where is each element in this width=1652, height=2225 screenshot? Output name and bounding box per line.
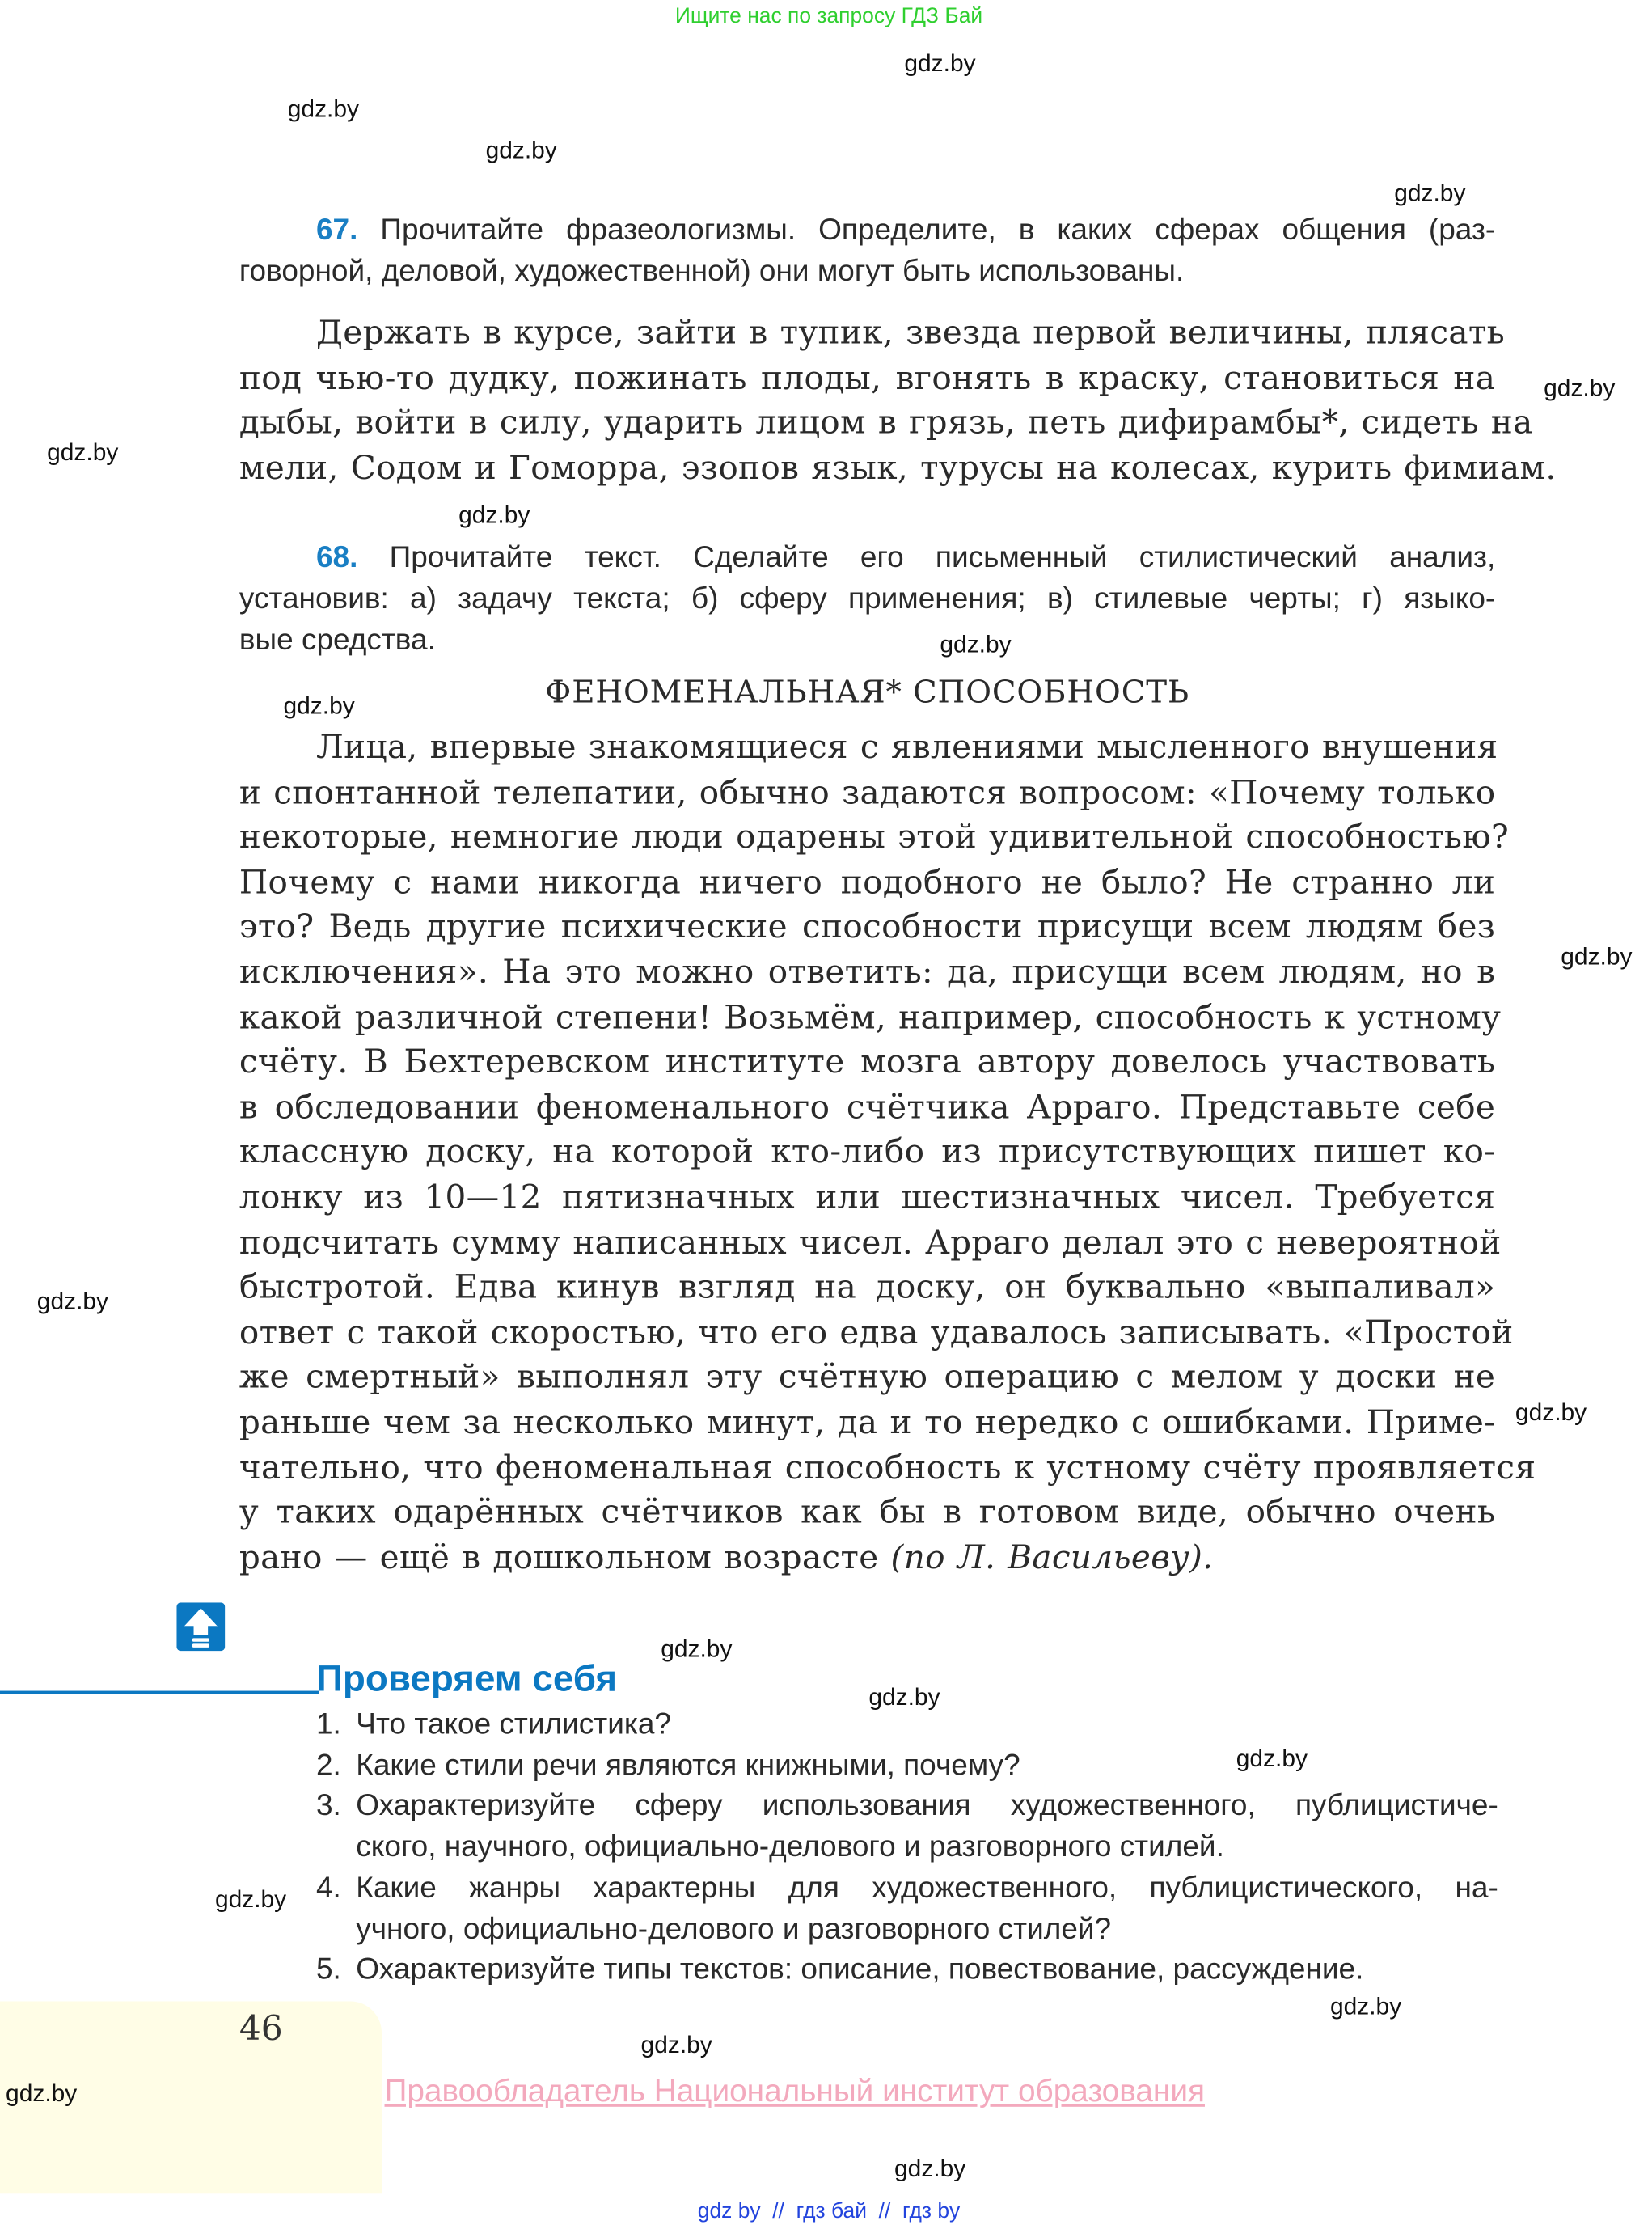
question-text: Охарактеризуйте сферу использования художественного, публицистиче- — [356, 1789, 1498, 1823]
text-line — [239, 1446, 1536, 1491]
text-line — [239, 1221, 1502, 1267]
text-line — [239, 726, 1498, 772]
bottom-links[interactable]: gdz by // гдз бай // гдз by — [697, 2199, 961, 2224]
text-line-content: в обследовании феноменального счётчика Арраго. Представьте себе — [239, 1089, 1496, 1127]
text-line — [239, 1042, 1495, 1087]
text-line — [239, 951, 1495, 996]
watermark-text: gdz.by — [1515, 1398, 1587, 1426]
text-line — [239, 1177, 1495, 1222]
text-line-content: подсчитать сумму написанных чисел. Арраго делал это с невероятной — [239, 1224, 1502, 1262]
text-line-content: исключения». На это можно ответить: да, присущи всем людям, но в — [239, 954, 1496, 992]
text-line: мели, Содом и Гоморра, эзопов язык, турусы на колесах, курить фимиам. — [239, 450, 1557, 487]
text-line — [239, 1402, 1495, 1447]
question-body — [356, 1787, 1498, 1868]
text-line-content: раньше чем за несколько минут, да и то нередко с ошибками. Приме- — [239, 1404, 1496, 1442]
task-number: 68. — [315, 541, 358, 574]
watermark-text: gdz.by — [458, 501, 530, 529]
text-line-content: это? Ведь другие психические способности присущи всем людям без — [239, 909, 1496, 947]
text-line — [239, 1267, 1495, 1312]
question-text: Какие стили речи являются книжными, почему? — [356, 1749, 1020, 1782]
watermark-text: gdz.by — [1544, 374, 1616, 402]
text-line: Держать в курсе, зайти в тупик, звезда первой величины, плясать — [315, 315, 1506, 353]
watermark-text: gdz.by — [1561, 942, 1633, 971]
text-line — [239, 772, 1495, 817]
question-text: Охарактеризуйте типы текстов: описание, повествование, рассуждение. — [356, 1952, 1364, 1986]
page-number: 46 — [239, 2008, 283, 2049]
watermark-text: gdz.by — [1236, 1745, 1308, 1772]
text-line-content: Лица, впервые знакомящиеся с явлениями мысленного внушения — [315, 729, 1498, 767]
question-text: Что такое стилистика? — [356, 1707, 671, 1741]
text-line-content: и спонтанной телепатии, обычно задаются вопросом: «Почему только — [239, 774, 1496, 812]
text-line — [239, 1086, 1495, 1132]
section-divider — [0, 1691, 319, 1694]
question-number: 3. — [315, 1789, 341, 1823]
text-line — [239, 907, 1495, 952]
question-item — [316, 1746, 1498, 1787]
text-line-content: некоторые, немногие люди одарены этой удивительной способностью? — [239, 819, 1510, 857]
question-number: 4. — [315, 1871, 341, 1905]
text-line — [239, 861, 1495, 907]
text-line-content: чательно, что феноменальная способность к устному счёту проявляется — [239, 1449, 1536, 1487]
phraseologisms — [239, 312, 1557, 493]
question-item — [316, 1787, 1498, 1868]
question-body — [356, 1950, 1498, 1991]
text-line-content: рано — ещё в дошкольном возрасте — [239, 1539, 879, 1577]
question-item — [316, 1950, 1498, 1991]
text-line — [239, 1132, 1495, 1177]
check-list — [316, 1705, 1498, 1991]
text-body — [239, 726, 1536, 1581]
question-body — [356, 1868, 1498, 1950]
task-67 — [239, 209, 1495, 292]
check-title: Проверяем себя — [315, 1656, 618, 1700]
watermark-text: gdz.by — [47, 438, 119, 466]
watermark-text: gdz.by — [283, 692, 355, 720]
task-68 — [239, 537, 1495, 661]
search-hint: Ищите нас по запросу ГДЗ Бай — [674, 4, 983, 29]
question-text: Какие жанры характерны для художественного, публицистического, на- — [356, 1871, 1498, 1905]
watermark-text: gdz.by — [894, 2155, 966, 2183]
question-text: учного, официально-делового и разговорного стилей? — [356, 1912, 1112, 1945]
task-line — [239, 209, 1495, 251]
text-line — [239, 816, 1510, 861]
text-line-content: ответ с такой скоростью, что его едва удавалось записывать. «Простой — [239, 1314, 1514, 1351]
text-line: дыбы, войти в силу, ударить лицом в грязь, петь дифирамбы*, сидеть на — [239, 404, 1533, 442]
text-line — [239, 1537, 1495, 1582]
watermark-text: gdz.by — [940, 631, 1012, 658]
text-line — [239, 996, 1502, 1042]
copyright-link[interactable]: Правообладатель Национальный институт образования — [384, 2072, 1205, 2109]
text-source: (по Л. Васильеву). — [890, 1539, 1214, 1577]
text-line-content: счёту. В Бехтеревском институте мозга автору довелось участвовать — [239, 1044, 1496, 1082]
watermark-text: gdz.by — [1394, 179, 1466, 207]
watermark-text: gdz.by — [868, 1683, 940, 1711]
task-text: установив: а) задачу текста; б) сферу применения; в) стилевые черты; г) языко- — [239, 582, 1496, 615]
watermark-text: gdz.by — [36, 1288, 109, 1315]
text-line-content: у таких одарённых счётчиков как бы в готовом виде, обычно очень — [239, 1494, 1496, 1532]
watermark-text: gdz.by — [904, 49, 976, 78]
watermark-text: gdz.by — [485, 137, 557, 164]
watermark-text: gdz.by — [6, 2079, 78, 2107]
question-number: 1. — [315, 1707, 341, 1741]
question-number: 5. — [315, 1952, 341, 1986]
text-line-content: же смертный» выполнял эту счётную операцию с мелом у доски не — [239, 1359, 1496, 1397]
watermark-text: gdz.by — [661, 1635, 733, 1663]
text-line-content: Почему с нами никогда ничего подобного не было? Не странно ли — [239, 864, 1496, 902]
up-arrow-icon — [176, 1602, 225, 1651]
question-item — [316, 1868, 1498, 1950]
text-line-content: быстротой. Едва кинув взгляд на доску, он буквально «выпаливал» — [239, 1269, 1496, 1307]
text-line-content: лонку из 10—12 пятизначных или шестизначных чисел. Требуется — [239, 1179, 1496, 1216]
text-title: ФЕНОМЕНАЛЬНАЯ* СПОСОБНОСТЬ — [545, 675, 1189, 711]
task-line — [239, 537, 1495, 578]
text-line — [239, 1312, 1514, 1357]
watermark-text: gdz.by — [287, 95, 359, 123]
watermark-text: gdz.by — [1329, 1992, 1402, 2020]
task-text: Прочитайте текст. Сделайте его письменный стилистический анализ, — [389, 541, 1496, 574]
watermark-text: gdz.by — [214, 1885, 287, 1914]
text-line — [239, 1491, 1495, 1537]
text-line — [239, 1356, 1495, 1402]
text-line-content: какой различной степени! Возьмём, например, способность к устному — [239, 999, 1502, 1037]
question-text: ского, научного, официально-делового и разговорного стилей. — [356, 1830, 1224, 1863]
text-line: под чью-то дудку, пожинать плоды, вгонять в краску, становиться на — [239, 359, 1496, 397]
text-line-content: классную доску, на которой кто-либо из присутствующих пишет ко- — [239, 1134, 1496, 1172]
task-number: 67. — [315, 214, 358, 247]
watermark-text: gdz.by — [640, 2031, 712, 2058]
task-text: вые средства. — [239, 624, 436, 657]
question-body — [356, 1746, 1498, 1787]
task-text: говорной, деловой, художественной) они могут быть использованы. — [239, 255, 1185, 288]
question-number: 2. — [315, 1749, 341, 1782]
task-text: Прочитайте фразеологизмы. Определите, в каких сферах общения (раз- — [380, 214, 1496, 247]
